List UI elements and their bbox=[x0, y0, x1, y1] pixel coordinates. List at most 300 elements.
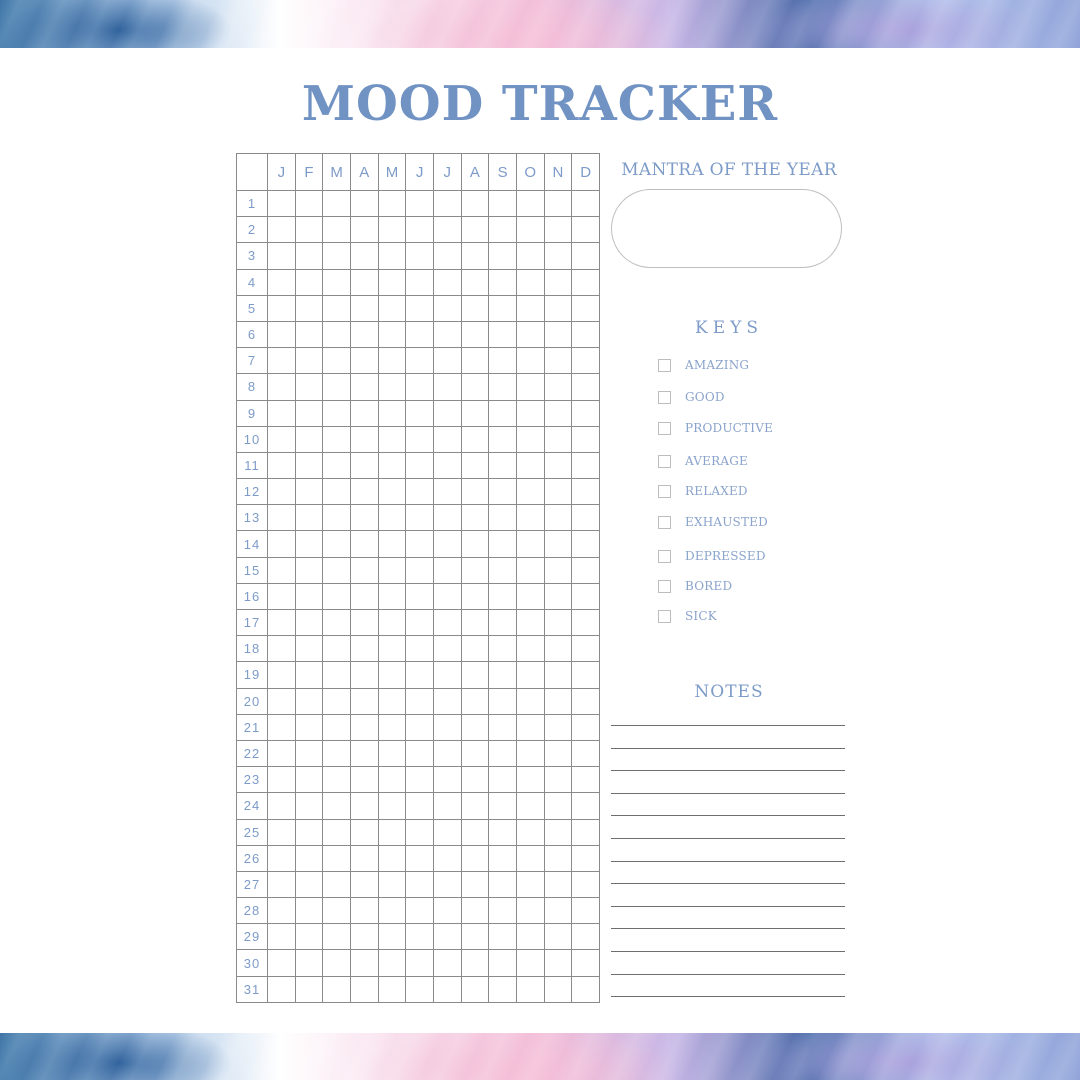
mood-cell[interactable] bbox=[433, 898, 461, 924]
mood-cell[interactable] bbox=[516, 191, 544, 217]
mood-cell[interactable] bbox=[406, 976, 434, 1002]
mood-cell[interactable] bbox=[572, 610, 600, 636]
mood-cell[interactable] bbox=[544, 374, 572, 400]
mood-cell[interactable] bbox=[544, 269, 572, 295]
mood-cell[interactable] bbox=[295, 976, 323, 1002]
mood-cell[interactable] bbox=[433, 295, 461, 321]
mood-cell[interactable] bbox=[544, 976, 572, 1002]
mood-cell[interactable] bbox=[323, 374, 351, 400]
mood-cell[interactable] bbox=[406, 898, 434, 924]
mood-cell[interactable] bbox=[350, 479, 378, 505]
mood-cell[interactable] bbox=[433, 583, 461, 609]
mood-cell[interactable] bbox=[268, 531, 296, 557]
mood-cell[interactable] bbox=[323, 636, 351, 662]
mood-cell[interactable] bbox=[489, 688, 517, 714]
mood-cell[interactable] bbox=[323, 688, 351, 714]
mood-cell[interactable] bbox=[433, 662, 461, 688]
mood-cell[interactable] bbox=[323, 714, 351, 740]
mood-cell[interactable] bbox=[268, 714, 296, 740]
mood-cell[interactable] bbox=[433, 924, 461, 950]
mood-cell[interactable] bbox=[544, 426, 572, 452]
mood-cell[interactable] bbox=[350, 793, 378, 819]
mood-cell[interactable] bbox=[572, 479, 600, 505]
mood-cell[interactable] bbox=[461, 217, 489, 243]
mood-cell[interactable] bbox=[544, 583, 572, 609]
mood-cell[interactable] bbox=[378, 348, 406, 374]
mood-cell[interactable] bbox=[295, 269, 323, 295]
mood-cell[interactable] bbox=[406, 505, 434, 531]
mood-cell[interactable] bbox=[378, 793, 406, 819]
note-line[interactable] bbox=[611, 861, 845, 862]
key-checkbox[interactable] bbox=[658, 455, 671, 468]
mood-cell[interactable] bbox=[378, 924, 406, 950]
mood-cell[interactable] bbox=[516, 636, 544, 662]
mood-cell[interactable] bbox=[572, 321, 600, 347]
mood-cell[interactable] bbox=[350, 217, 378, 243]
mood-cell[interactable] bbox=[350, 321, 378, 347]
mood-cell[interactable] bbox=[295, 243, 323, 269]
mood-cell[interactable] bbox=[268, 557, 296, 583]
mood-cell[interactable] bbox=[461, 636, 489, 662]
mood-cell[interactable] bbox=[295, 479, 323, 505]
mood-cell[interactable] bbox=[516, 321, 544, 347]
mood-cell[interactable] bbox=[295, 898, 323, 924]
mood-cell[interactable] bbox=[544, 191, 572, 217]
mood-cell[interactable] bbox=[323, 767, 351, 793]
mood-cell[interactable] bbox=[461, 924, 489, 950]
mood-cell[interactable] bbox=[295, 740, 323, 766]
mood-cell[interactable] bbox=[378, 269, 406, 295]
mood-cell[interactable] bbox=[544, 531, 572, 557]
mood-cell[interactable] bbox=[489, 295, 517, 321]
mood-cell[interactable] bbox=[295, 321, 323, 347]
mood-cell[interactable] bbox=[461, 688, 489, 714]
mood-cell[interactable] bbox=[461, 243, 489, 269]
mood-cell[interactable] bbox=[516, 819, 544, 845]
mood-cell[interactable] bbox=[544, 505, 572, 531]
mood-cell[interactable] bbox=[406, 531, 434, 557]
mood-cell[interactable] bbox=[378, 191, 406, 217]
mantra-input-box[interactable] bbox=[611, 189, 842, 268]
mood-cell[interactable] bbox=[378, 767, 406, 793]
mood-cell[interactable] bbox=[433, 191, 461, 217]
mood-cell[interactable] bbox=[406, 950, 434, 976]
mood-cell[interactable] bbox=[489, 269, 517, 295]
mood-cell[interactable] bbox=[516, 479, 544, 505]
mood-cell[interactable] bbox=[350, 898, 378, 924]
mood-cell[interactable] bbox=[572, 871, 600, 897]
mood-cell[interactable] bbox=[489, 767, 517, 793]
mood-cell[interactable] bbox=[268, 583, 296, 609]
mood-cell[interactable] bbox=[378, 871, 406, 897]
mood-cell[interactable] bbox=[461, 793, 489, 819]
mood-cell[interactable] bbox=[433, 557, 461, 583]
mood-cell[interactable] bbox=[489, 348, 517, 374]
mood-cell[interactable] bbox=[268, 348, 296, 374]
mood-cell[interactable] bbox=[433, 243, 461, 269]
mood-cell[interactable] bbox=[350, 767, 378, 793]
mood-cell[interactable] bbox=[516, 505, 544, 531]
mood-cell[interactable] bbox=[544, 400, 572, 426]
mood-cell[interactable] bbox=[406, 793, 434, 819]
mood-cell[interactable] bbox=[433, 767, 461, 793]
mood-cell[interactable] bbox=[572, 452, 600, 478]
mood-cell[interactable] bbox=[378, 636, 406, 662]
mood-cell[interactable] bbox=[268, 636, 296, 662]
mood-cell[interactable] bbox=[406, 452, 434, 478]
mood-cell[interactable] bbox=[572, 636, 600, 662]
mood-cell[interactable] bbox=[489, 740, 517, 766]
mood-cell[interactable] bbox=[350, 819, 378, 845]
mood-cell[interactable] bbox=[516, 740, 544, 766]
mood-cell[interactable] bbox=[461, 714, 489, 740]
mood-cell[interactable] bbox=[461, 295, 489, 321]
mood-cell[interactable] bbox=[406, 400, 434, 426]
mood-cell[interactable] bbox=[433, 819, 461, 845]
mood-cell[interactable] bbox=[516, 688, 544, 714]
mood-cell[interactable] bbox=[544, 452, 572, 478]
key-checkbox[interactable] bbox=[658, 516, 671, 529]
mood-cell[interactable] bbox=[433, 845, 461, 871]
mood-cell[interactable] bbox=[489, 714, 517, 740]
mood-cell[interactable] bbox=[323, 479, 351, 505]
mood-cell[interactable] bbox=[433, 793, 461, 819]
mood-cell[interactable] bbox=[516, 400, 544, 426]
mood-cell[interactable] bbox=[516, 452, 544, 478]
mood-cell[interactable] bbox=[461, 950, 489, 976]
mood-cell[interactable] bbox=[295, 191, 323, 217]
note-line[interactable] bbox=[611, 996, 845, 997]
mood-cell[interactable] bbox=[295, 217, 323, 243]
mood-cell[interactable] bbox=[378, 950, 406, 976]
mood-cell[interactable] bbox=[406, 740, 434, 766]
mood-cell[interactable] bbox=[406, 714, 434, 740]
mood-cell[interactable] bbox=[433, 479, 461, 505]
key-checkbox[interactable] bbox=[658, 550, 671, 563]
mood-cell[interactable] bbox=[544, 479, 572, 505]
mood-cell[interactable] bbox=[268, 217, 296, 243]
mood-cell[interactable] bbox=[268, 452, 296, 478]
mood-cell[interactable] bbox=[433, 426, 461, 452]
mood-cell[interactable] bbox=[268, 845, 296, 871]
mood-cell[interactable] bbox=[406, 557, 434, 583]
mood-cell[interactable] bbox=[350, 845, 378, 871]
mood-cell[interactable] bbox=[461, 374, 489, 400]
note-line[interactable] bbox=[611, 748, 845, 749]
mood-cell[interactable] bbox=[406, 191, 434, 217]
mood-cell[interactable] bbox=[295, 636, 323, 662]
mood-cell[interactable] bbox=[378, 217, 406, 243]
mood-cell[interactable] bbox=[295, 583, 323, 609]
mood-cell[interactable] bbox=[350, 950, 378, 976]
mood-cell[interactable] bbox=[572, 243, 600, 269]
mood-cell[interactable] bbox=[489, 400, 517, 426]
mood-cell[interactable] bbox=[572, 400, 600, 426]
mood-cell[interactable] bbox=[572, 217, 600, 243]
mood-cell[interactable] bbox=[268, 793, 296, 819]
mood-cell[interactable] bbox=[406, 217, 434, 243]
mood-cell[interactable] bbox=[350, 531, 378, 557]
mood-cell[interactable] bbox=[350, 295, 378, 321]
mood-cell[interactable] bbox=[350, 426, 378, 452]
mood-cell[interactable] bbox=[461, 505, 489, 531]
mood-cell[interactable] bbox=[378, 374, 406, 400]
mood-cell[interactable] bbox=[268, 767, 296, 793]
mood-cell[interactable] bbox=[461, 610, 489, 636]
mood-cell[interactable] bbox=[406, 636, 434, 662]
mood-cell[interactable] bbox=[489, 479, 517, 505]
mood-cell[interactable] bbox=[516, 610, 544, 636]
note-line[interactable] bbox=[611, 906, 845, 907]
mood-cell[interactable] bbox=[406, 243, 434, 269]
mood-cell[interactable] bbox=[268, 295, 296, 321]
mood-cell[interactable] bbox=[406, 662, 434, 688]
mood-cell[interactable] bbox=[295, 688, 323, 714]
mood-cell[interactable] bbox=[268, 374, 296, 400]
key-checkbox[interactable] bbox=[658, 580, 671, 593]
mood-cell[interactable] bbox=[572, 924, 600, 950]
mood-cell[interactable] bbox=[378, 688, 406, 714]
mood-cell[interactable] bbox=[268, 610, 296, 636]
mood-cell[interactable] bbox=[378, 740, 406, 766]
mood-cell[interactable] bbox=[572, 662, 600, 688]
mood-cell[interactable] bbox=[544, 243, 572, 269]
mood-cell[interactable] bbox=[350, 243, 378, 269]
mood-cell[interactable] bbox=[295, 295, 323, 321]
mood-cell[interactable] bbox=[461, 662, 489, 688]
mood-cell[interactable] bbox=[544, 636, 572, 662]
mood-cell[interactable] bbox=[572, 688, 600, 714]
mood-cell[interactable] bbox=[461, 400, 489, 426]
mood-cell[interactable] bbox=[378, 610, 406, 636]
mood-cell[interactable] bbox=[378, 243, 406, 269]
mood-cell[interactable] bbox=[489, 793, 517, 819]
mood-cell[interactable] bbox=[268, 269, 296, 295]
mood-cell[interactable] bbox=[433, 269, 461, 295]
mood-cell[interactable] bbox=[516, 374, 544, 400]
mood-cell[interactable] bbox=[516, 976, 544, 1002]
mood-cell[interactable] bbox=[572, 767, 600, 793]
mood-cell[interactable] bbox=[323, 426, 351, 452]
mood-cell[interactable] bbox=[378, 898, 406, 924]
mood-cell[interactable] bbox=[461, 557, 489, 583]
mood-cell[interactable] bbox=[268, 243, 296, 269]
note-line[interactable] bbox=[611, 815, 845, 816]
mood-cell[interactable] bbox=[461, 740, 489, 766]
mood-cell[interactable] bbox=[350, 400, 378, 426]
mood-cell[interactable] bbox=[433, 505, 461, 531]
note-line[interactable] bbox=[611, 793, 845, 794]
mood-cell[interactable] bbox=[433, 374, 461, 400]
mood-cell[interactable] bbox=[268, 819, 296, 845]
mood-cell[interactable] bbox=[516, 348, 544, 374]
mood-cell[interactable] bbox=[572, 374, 600, 400]
mood-cell[interactable] bbox=[295, 767, 323, 793]
mood-cell[interactable] bbox=[544, 610, 572, 636]
mood-cell[interactable] bbox=[489, 505, 517, 531]
mood-cell[interactable] bbox=[544, 321, 572, 347]
mood-cell[interactable] bbox=[295, 714, 323, 740]
mood-cell[interactable] bbox=[323, 898, 351, 924]
mood-cell[interactable] bbox=[378, 479, 406, 505]
mood-cell[interactable] bbox=[323, 610, 351, 636]
mood-cell[interactable] bbox=[433, 217, 461, 243]
key-checkbox[interactable] bbox=[658, 485, 671, 498]
mood-cell[interactable] bbox=[350, 452, 378, 478]
mood-cell[interactable] bbox=[489, 531, 517, 557]
mood-cell[interactable] bbox=[378, 662, 406, 688]
note-line[interactable] bbox=[611, 928, 845, 929]
mood-cell[interactable] bbox=[516, 557, 544, 583]
mood-cell[interactable] bbox=[406, 321, 434, 347]
mood-cell[interactable] bbox=[268, 924, 296, 950]
mood-cell[interactable] bbox=[295, 793, 323, 819]
mood-cell[interactable] bbox=[350, 557, 378, 583]
mood-cell[interactable] bbox=[461, 819, 489, 845]
mood-cell[interactable] bbox=[433, 531, 461, 557]
mood-cell[interactable] bbox=[572, 793, 600, 819]
mood-cell[interactable] bbox=[516, 217, 544, 243]
mood-cell[interactable] bbox=[378, 531, 406, 557]
mood-cell[interactable] bbox=[572, 976, 600, 1002]
mood-cell[interactable] bbox=[461, 531, 489, 557]
mood-cell[interactable] bbox=[489, 819, 517, 845]
mood-cell[interactable] bbox=[295, 924, 323, 950]
mood-cell[interactable] bbox=[461, 845, 489, 871]
mood-cell[interactable] bbox=[489, 321, 517, 347]
note-line[interactable] bbox=[611, 974, 845, 975]
mood-cell[interactable] bbox=[268, 191, 296, 217]
mood-cell[interactable] bbox=[461, 583, 489, 609]
mood-cell[interactable] bbox=[378, 845, 406, 871]
key-checkbox[interactable] bbox=[658, 422, 671, 435]
mood-cell[interactable] bbox=[572, 348, 600, 374]
mood-cell[interactable] bbox=[572, 714, 600, 740]
mood-cell[interactable] bbox=[350, 348, 378, 374]
mood-cell[interactable] bbox=[544, 217, 572, 243]
mood-cell[interactable] bbox=[433, 636, 461, 662]
mood-cell[interactable] bbox=[406, 295, 434, 321]
mood-cell[interactable] bbox=[461, 976, 489, 1002]
mood-cell[interactable] bbox=[268, 505, 296, 531]
mood-cell[interactable] bbox=[544, 793, 572, 819]
mood-cell[interactable] bbox=[544, 845, 572, 871]
mood-cell[interactable] bbox=[323, 505, 351, 531]
mood-cell[interactable] bbox=[323, 793, 351, 819]
mood-cell[interactable] bbox=[544, 767, 572, 793]
mood-cell[interactable] bbox=[461, 426, 489, 452]
mood-cell[interactable] bbox=[378, 295, 406, 321]
mood-cell[interactable] bbox=[516, 531, 544, 557]
mood-cell[interactable] bbox=[406, 871, 434, 897]
mood-cell[interactable] bbox=[489, 452, 517, 478]
mood-cell[interactable] bbox=[544, 662, 572, 688]
mood-cell[interactable] bbox=[544, 557, 572, 583]
mood-cell[interactable] bbox=[489, 217, 517, 243]
mood-cell[interactable] bbox=[406, 583, 434, 609]
mood-cell[interactable] bbox=[378, 557, 406, 583]
mood-cell[interactable] bbox=[295, 871, 323, 897]
mood-cell[interactable] bbox=[461, 269, 489, 295]
mood-cell[interactable] bbox=[295, 531, 323, 557]
mood-cell[interactable] bbox=[323, 191, 351, 217]
mood-cell[interactable] bbox=[489, 950, 517, 976]
mood-cell[interactable] bbox=[295, 400, 323, 426]
mood-cell[interactable] bbox=[268, 871, 296, 897]
mood-cell[interactable] bbox=[489, 845, 517, 871]
mood-cell[interactable] bbox=[433, 321, 461, 347]
mood-cell[interactable] bbox=[268, 662, 296, 688]
mood-cell[interactable] bbox=[323, 400, 351, 426]
note-line[interactable] bbox=[611, 838, 845, 839]
mood-cell[interactable] bbox=[406, 688, 434, 714]
mood-cell[interactable] bbox=[461, 321, 489, 347]
mood-cell[interactable] bbox=[516, 871, 544, 897]
mood-cell[interactable] bbox=[544, 740, 572, 766]
mood-cell[interactable] bbox=[350, 505, 378, 531]
mood-cell[interactable] bbox=[516, 950, 544, 976]
mood-cell[interactable] bbox=[489, 871, 517, 897]
mood-cell[interactable] bbox=[433, 871, 461, 897]
mood-cell[interactable] bbox=[544, 950, 572, 976]
mood-cell[interactable] bbox=[323, 819, 351, 845]
mood-cell[interactable] bbox=[268, 898, 296, 924]
mood-cell[interactable] bbox=[572, 557, 600, 583]
mood-cell[interactable] bbox=[323, 321, 351, 347]
key-checkbox[interactable] bbox=[658, 359, 671, 372]
mood-cell[interactable] bbox=[268, 479, 296, 505]
mood-cell[interactable] bbox=[516, 583, 544, 609]
mood-cell[interactable] bbox=[268, 400, 296, 426]
mood-cell[interactable] bbox=[461, 191, 489, 217]
mood-cell[interactable] bbox=[489, 191, 517, 217]
mood-cell[interactable] bbox=[350, 924, 378, 950]
mood-cell[interactable] bbox=[350, 662, 378, 688]
mood-cell[interactable] bbox=[323, 662, 351, 688]
mood-cell[interactable] bbox=[489, 426, 517, 452]
mood-cell[interactable] bbox=[323, 269, 351, 295]
mood-cell[interactable] bbox=[572, 950, 600, 976]
mood-cell[interactable] bbox=[516, 767, 544, 793]
mood-cell[interactable] bbox=[406, 348, 434, 374]
mood-cell[interactable] bbox=[295, 505, 323, 531]
mood-cell[interactable] bbox=[572, 426, 600, 452]
mood-cell[interactable] bbox=[516, 793, 544, 819]
mood-cell[interactable] bbox=[433, 976, 461, 1002]
mood-cell[interactable] bbox=[268, 976, 296, 1002]
mood-cell[interactable] bbox=[378, 505, 406, 531]
mood-cell[interactable] bbox=[572, 740, 600, 766]
mood-cell[interactable] bbox=[350, 714, 378, 740]
mood-cell[interactable] bbox=[350, 191, 378, 217]
mood-cell[interactable] bbox=[350, 976, 378, 1002]
mood-cell[interactable] bbox=[323, 531, 351, 557]
mood-cell[interactable] bbox=[489, 976, 517, 1002]
mood-cell[interactable] bbox=[295, 426, 323, 452]
mood-cell[interactable] bbox=[461, 898, 489, 924]
mood-cell[interactable] bbox=[406, 269, 434, 295]
mood-cell[interactable] bbox=[461, 452, 489, 478]
mood-cell[interactable] bbox=[433, 740, 461, 766]
mood-cell[interactable] bbox=[406, 374, 434, 400]
mood-cell[interactable] bbox=[350, 374, 378, 400]
mood-cell[interactable] bbox=[350, 871, 378, 897]
mood-cell[interactable] bbox=[489, 898, 517, 924]
mood-cell[interactable] bbox=[516, 269, 544, 295]
mood-cell[interactable] bbox=[378, 714, 406, 740]
mood-cell[interactable] bbox=[461, 871, 489, 897]
mood-cell[interactable] bbox=[461, 348, 489, 374]
